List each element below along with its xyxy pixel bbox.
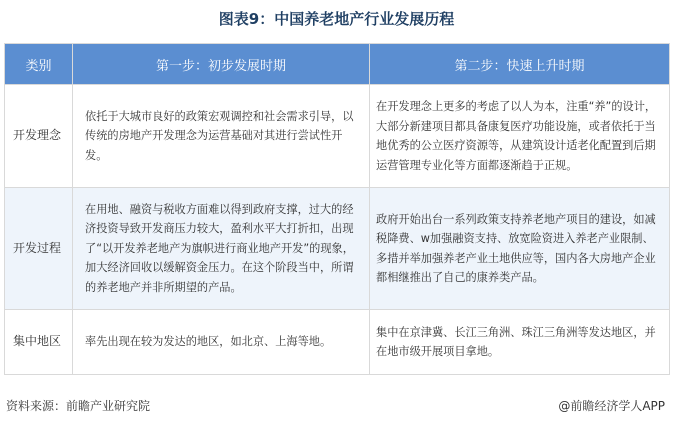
row-category-label: 开发过程 xyxy=(5,188,73,310)
development-history-table xyxy=(4,43,670,375)
table-row xyxy=(5,85,670,188)
app-credit: @前瞻经济学人APP xyxy=(558,399,665,413)
stage-1-cell: 依托于大城市良好的政策宏观调控和社会需求引导，以传统的房地产开发理念为运营基础对其进行尝试性开发。 xyxy=(73,85,370,188)
header-category: 类别 xyxy=(5,44,73,85)
stage-2-cell: 集中在京津冀、长江三角洲、珠江三角洲等发达地区，并在地市级开展项目拿地。 xyxy=(370,310,670,375)
row-category-label: 开发理念 xyxy=(5,85,73,188)
stage-1-cell: 率先出现在较为发达的地区，如北京、上海等地。 xyxy=(73,310,370,375)
header-stage-2: 第二步：快速上升时期 xyxy=(370,44,670,85)
table-header-row xyxy=(5,44,670,85)
page-title: 图表9：中国养老地产行业发展历程 xyxy=(218,10,455,28)
stage-2-cell: 在开发理念上更多的考虑了以人为本，注重“养”的设计，大部分新建项目都具备康复医疗功能设施，或者依托于当地优秀的公立医疗资源等，从建筑设计适老化配置到后期运营管理专业化等方面都逐渐趋于正规。 xyxy=(370,85,670,188)
table-row xyxy=(5,188,670,310)
header-stage-1: 第一步：初步发展时期 xyxy=(73,44,370,85)
stage-1-cell: 在用地、融资与税收方面难以得到政府支撑，过大的经济投资导致开发商压力较大，盈利水平大打折扣，出现了“以开发养老地产为旗帜进行商业地产开发”的现象，加大经济回收以缓解资金压力。在这个阶段当中，所谓的养老地产并非所期望的产品。 xyxy=(73,188,370,310)
table-row xyxy=(5,310,670,375)
source-note: 资料来源：前瞻产业研究院 xyxy=(6,399,151,413)
stage-2-cell: 政府开始出台一系列政策支持养老地产项目的建设，如减税降费、w加强融资支持、放宽险资进入养老产业限制、多措并举加强养老产业土地供应等，国内各大房地产企业都相继推出了自己的康养类产品。 xyxy=(370,188,670,310)
row-category-label: 集中地区 xyxy=(5,310,73,375)
